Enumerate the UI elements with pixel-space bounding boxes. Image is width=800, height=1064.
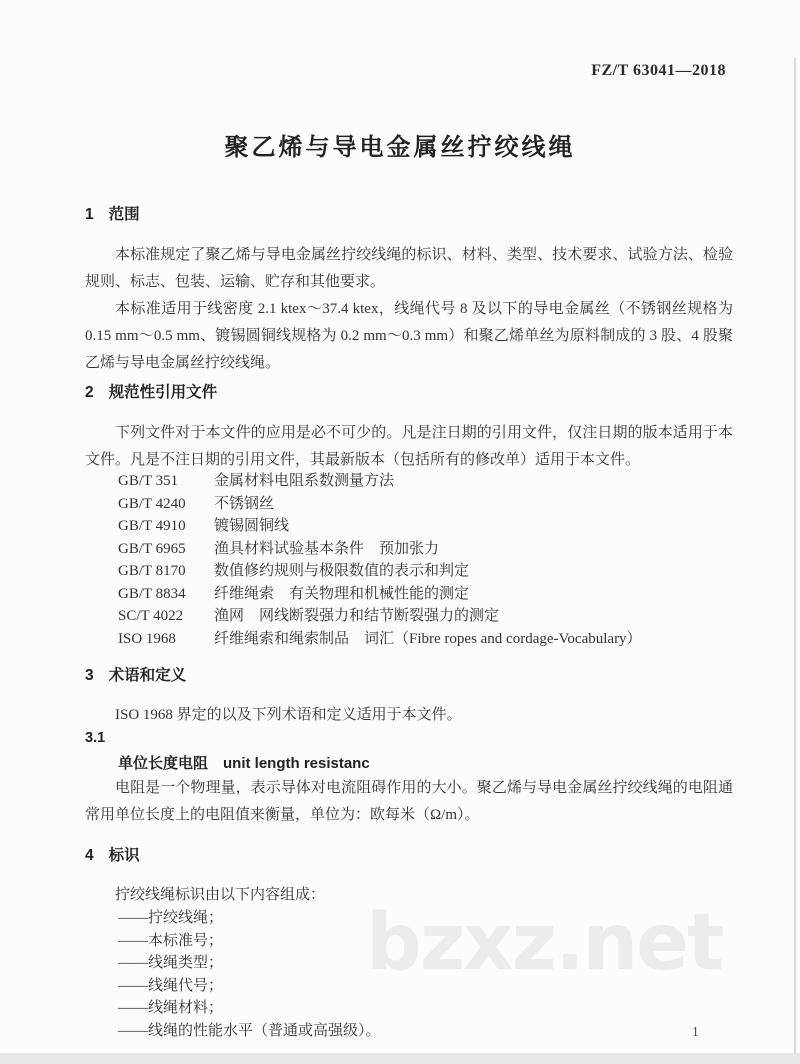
section-1-title: 范围 bbox=[108, 206, 140, 223]
page-number: 1 bbox=[692, 1024, 699, 1039]
section-3-intro: ISO 1968 界定的以及下列术语和定义适用于本文件。 bbox=[115, 707, 462, 723]
section-1-number: 1 bbox=[85, 206, 94, 223]
reference-item bbox=[118, 514, 733, 537]
section-3-number: 3 bbox=[85, 667, 94, 684]
section-1-paragraph-1: 本标准规定了聚乙烯与导电金属丝拧绞线绳的标识、材料、类型、技术要求、试验方法、检验规则、标志、包装、运输、贮存和其他要求。 bbox=[85, 247, 733, 290]
section-2-heading bbox=[85, 380, 217, 402]
reference-code: GB/T 4240 bbox=[118, 495, 186, 512]
reference-item bbox=[118, 469, 733, 492]
section-1-paragraph-2: 本标准适用于线密度 2.1 ktex～37.4 ktex，线绳代号 8 及以下的导电金属丝（不锈钢丝规格为 0.15 mm～0.5 mm、镀锡圆铜线规格为 0.2 mm～0.3 mm）和聚乙烯单丝为原料制成的 3 股、4 股聚乙烯与导电金属丝拧绞线绳。 bbox=[85, 301, 733, 371]
document-title: 聚乙烯与导电金属丝拧绞线绳 bbox=[224, 134, 576, 161]
reference-code: GB/T 4910 bbox=[118, 518, 186, 534]
watermark: bzxz.net bbox=[366, 898, 723, 988]
list-item: ——线绳类型； bbox=[118, 955, 224, 972]
reference-item bbox=[118, 604, 733, 627]
reference-name: 金属材料电阻系数测量方法 bbox=[214, 473, 395, 489]
list-item: ——拧绞线绳； bbox=[118, 910, 224, 926]
section-3-heading bbox=[85, 663, 186, 685]
section-2-number: 2 bbox=[85, 384, 94, 401]
reference-code: GB/T 6965 bbox=[118, 540, 186, 557]
section-4-heading bbox=[85, 843, 140, 865]
reference-item bbox=[118, 627, 733, 650]
list-item: ——线绳的性能水平（普通或高强级）。 bbox=[118, 1022, 381, 1039]
term-definition: 电阻是一个物理量，表示导体对电流阻碍作用的大小。聚乙烯与导电金属丝拧绞线绳的电阻通常用单位长度上的电阻值来衡量，单位为：欧每米（Ω/m）。 bbox=[85, 780, 733, 823]
scan-bottom-strip bbox=[0, 1053, 800, 1064]
reference-item bbox=[118, 492, 733, 515]
reference-item bbox=[118, 582, 733, 605]
section-4-number: 4 bbox=[85, 847, 94, 864]
clause-3-1-number: 3.1 bbox=[85, 730, 106, 746]
reference-name: 渔网 网线断裂强力和结节断裂强力的测定 bbox=[214, 608, 500, 624]
standard-number: FZ/T 63041—2018 bbox=[591, 62, 726, 79]
marking-items-list bbox=[118, 906, 733, 1042]
reference-code: ISO 1968 bbox=[118, 630, 176, 647]
list-item: ——线绳代号； bbox=[118, 977, 224, 994]
term-entry: 单位长度电阻 unit length resistanc bbox=[118, 755, 370, 772]
page-edge-line bbox=[794, 58, 796, 1053]
section-1-heading bbox=[85, 202, 140, 224]
reference-code: SC/T 4022 bbox=[118, 608, 184, 624]
reference-name: 数值修约规则与极限数值的表示和判定 bbox=[214, 563, 470, 579]
reference-item bbox=[118, 559, 733, 582]
reference-name: 镀锡圆铜线 bbox=[214, 518, 290, 534]
normative-references-list bbox=[118, 469, 733, 649]
reference-name: 不锈钢丝 bbox=[214, 495, 275, 512]
section-4-intro: 拧绞线绳标识由以下内容组成： bbox=[115, 887, 326, 903]
list-item: ——本标准号； bbox=[118, 932, 224, 949]
reference-code: GB/T 351 bbox=[118, 473, 179, 489]
reference-code: GB/T 8170 bbox=[118, 563, 186, 579]
section-3-title: 术语和定义 bbox=[108, 667, 187, 684]
reference-name: 渔具材料试验基本条件 预加张力 bbox=[214, 540, 440, 557]
reference-name: 纤维绳索和绳索制品 词汇（Fibre ropes and cordage-Vocabulary） bbox=[214, 630, 642, 647]
list-item: ——线绳材料； bbox=[118, 1000, 224, 1017]
section-2-paragraph-1: 下列文件对于本文件的应用是必不可少的。凡是注日期的引用文件，仅注日期的版本适用于本文件。凡是不注日期的引用文件，其最新版本（包括所有的修改单）适用于本文件。 bbox=[85, 425, 733, 468]
reference-name: 纤维绳索 有关物理和机械性能的测定 bbox=[214, 585, 470, 602]
reference-code: GB/T 8834 bbox=[118, 585, 186, 602]
section-2-title: 规范性引用文件 bbox=[108, 384, 218, 401]
reference-item bbox=[118, 537, 733, 560]
section-4-title: 标识 bbox=[108, 847, 140, 864]
